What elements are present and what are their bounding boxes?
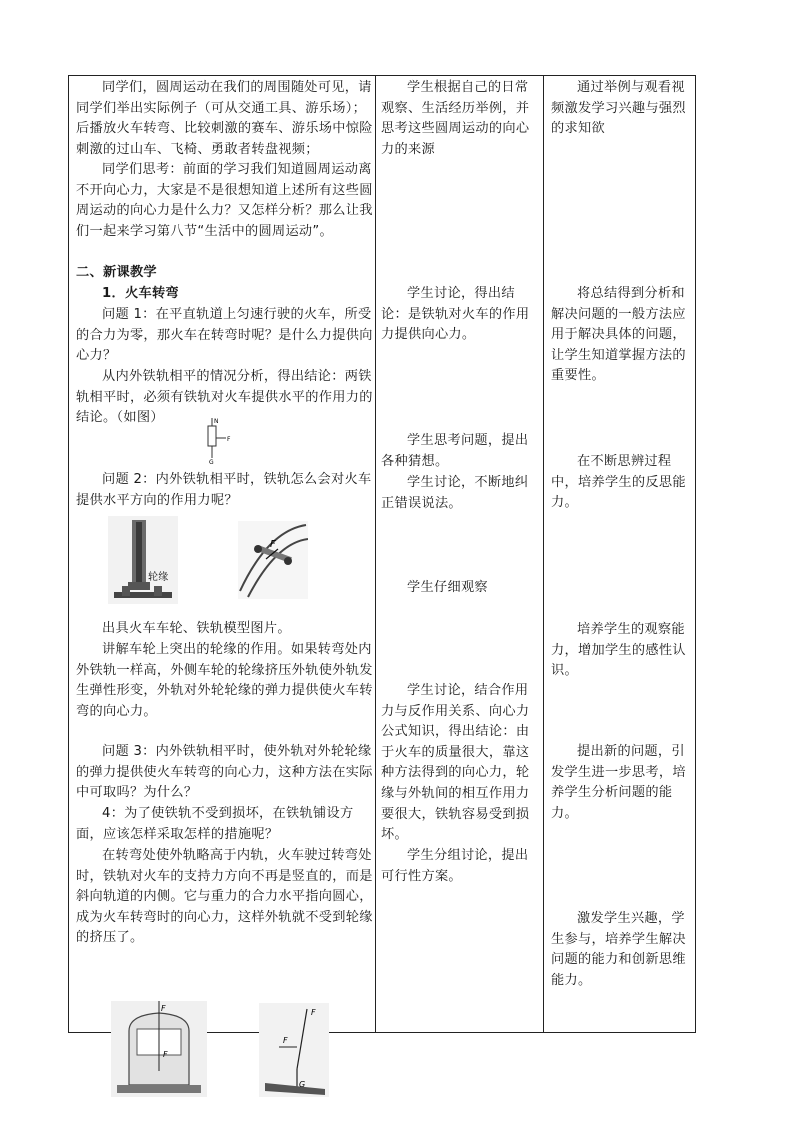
curved-rail-image: [238, 521, 308, 599]
design-intent-5: 提出新的问题，引发学生进一步思考，培养学生分析问题的能力。: [551, 744, 686, 821]
intro-paragraph: 同学们，圆周运动在我们的周围随处可见，请同学们举出实际例子（可从交通工具、游乐场）；后播放火车转弯、比较刺激的赛车、游乐场中惊险刺激的过山车、飞椅、勇敢者转盘视频；: [76, 80, 373, 157]
friction-force-label: F: [227, 436, 231, 443]
question-2: 问题 2：内外铁轨相平时，铁轨怎么会对火车提供水平方向的作用力呢？: [76, 472, 372, 508]
student-activity-3: 学生思考问题，提出各种猜想。: [381, 433, 529, 469]
incline-support-label: F: [311, 1008, 316, 1017]
force-diagram-small: [200, 416, 234, 466]
show-images-text: 出具火车车轮、铁轨模型图片。: [102, 621, 291, 636]
student-activity-4: 学生讨论，不断地纠正错误说法。: [381, 475, 529, 511]
question-1: 问题 1：在平直轨道上匀速行驶的火车，所受的合力为零，那火车在转弯时呢？是什么力提供向心力？: [76, 307, 373, 364]
section-heading: 二、新课教学: [76, 265, 157, 280]
explain-flange-text: 讲解车轮上突出的轮缘的作用。如果转弯处内外铁轨一样高，外侧车轮的轮缘挤压外轨使外轨发生弹性形变，外轨对外轮轮缘的弹力提供使火车转弯的向心力。: [76, 642, 373, 719]
student-activity-2: 学生讨论，得出结论：是铁轨对火车的作用力提供向心力。: [381, 286, 530, 343]
incline-net-label: F: [283, 1036, 288, 1045]
train-cross-section-image: [111, 1001, 207, 1097]
column-divider-1: [375, 76, 376, 1032]
design-intent-3: 在不断思辨过程中，培养学生的反思能力。: [551, 454, 686, 511]
design-intent-2: 将总结得到分析和解决问题的一般方法应用于解决具体的问题，让学生知道掌握方法的重要性。: [551, 286, 686, 384]
answer-paragraph: 在转弯处使外轨略高于内轨，火车驶过转弯处时，铁轨对火车的支持力方向不再是竖直的，而是斜向轨道的内侧。它与重力的合力水平指向圆心，成为火车转弯时的向心力，这样外轨就不受到轮缘的挤压了。: [76, 848, 373, 946]
incline-gravity-label: G: [299, 1080, 306, 1089]
net-force-label: F: [163, 1050, 168, 1059]
normal-force-label: N: [214, 418, 219, 425]
incline-force-diagram: [259, 1003, 329, 1097]
design-intent-4: 培养学生的观察能力，增加学生的感性认识。: [551, 622, 686, 679]
analysis-1: 从内外铁轨相平的情况分析，得出结论：两铁轨相平时，必须有铁轨对火车提供水平的作用力的结论。（如图）: [76, 369, 373, 426]
student-activity-5: 学生仔细观察: [407, 580, 488, 595]
student-activity-7: 学生分组讨论，提出可行性方案。: [381, 848, 529, 884]
lesson-plan-table: [68, 75, 696, 1089]
subsection-heading: 1．火车转弯: [102, 286, 179, 301]
wheel-flange-label: 轮缘: [148, 572, 169, 583]
design-intent-1: 通过举例与观看视频激发学习兴趣与强烈的求知欲: [551, 80, 686, 137]
support-force-label: F: [161, 1004, 166, 1013]
question-3: 问题 3：内外铁轨相平时，使外轨对外轮轮缘的弹力提供使火车转弯的向心力，这种方法在实际中可取吗？为什么？: [76, 744, 373, 801]
question-4: 4：为了使铁轨不受到损坏，在铁轨铺设方面，应该怎样采取怎样的措施呢？: [76, 806, 354, 842]
student-activity-1: 学生根据自己的日常观察、生活经历举例，并思考这些圆周运动的向心力的来源: [381, 80, 530, 157]
student-activity-6: 学生讨论，结合作用力与反作用关系、向心力公式知识，得出结论：由于火车的质量很大，靠这种方法得到的向心力，轮缘与外轨间的相互作用力要很大，铁轨容易受到损坏。: [381, 683, 530, 843]
column-divider-2: [543, 76, 544, 1032]
gravity-label: G: [209, 459, 214, 466]
rail-force-label: F: [270, 539, 277, 550]
design-intent-6: 激发学生兴趣，学生参与，培养学生解决问题的能力和创新思维能力。: [551, 911, 686, 988]
think-paragraph: 同学们思考：前面的学习我们知道圆周运动离不开向心力，大家是不是很想知道上述所有这些圆周运动的向心力是什么力？又怎样分析？那么让我们一起来学习第八节“生活中的圆周运动”。: [76, 162, 373, 239]
wheel-flange-image: [108, 516, 178, 604]
